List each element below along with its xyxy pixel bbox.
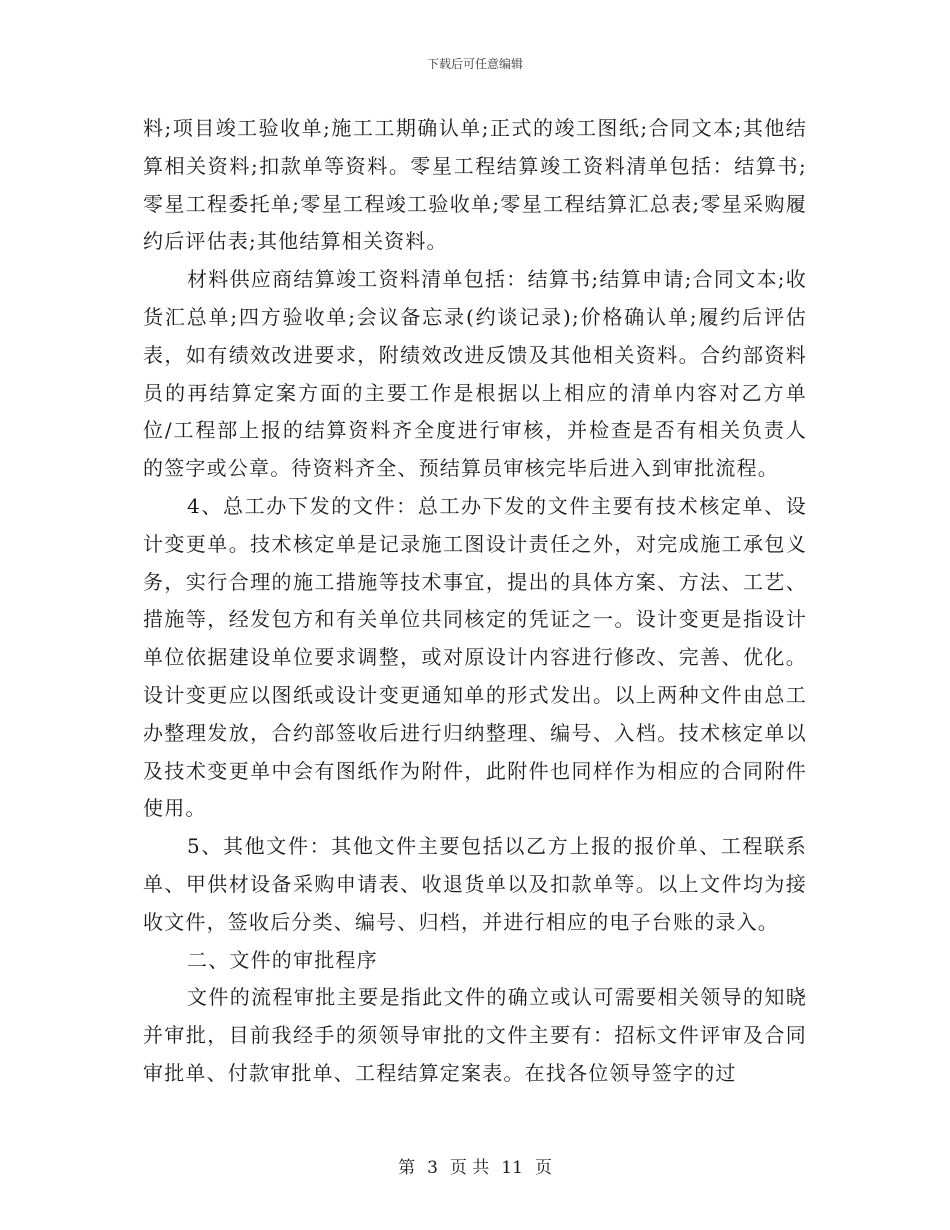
- footer-suffix: 页: [534, 1158, 552, 1178]
- section-heading-approval-procedure: 二、文件的审批程序: [187, 947, 378, 972]
- paragraph-other-documents: 5、其他文件：其他文件主要包括以乙方上报的报价单、工程联系单、甲供材设备采购申请表、收退货单以及扣款单等。以上文件均为接收文件，签收后分类、编号、归档，并进行相应的电子台账的录入。: [143, 834, 807, 934]
- document-body: [143, 110, 807, 1093]
- footer-total-pages: 11: [501, 1158, 523, 1178]
- paragraph-approval-process: 文件的流程审批主要是指此文件的确立或认可需要相关领导的知晓并审批，目前我经手的须领导审批的文件主要有：招标文件评审及合同审批单、付款审批单、工程结算定案表。在找各位领导签字的过: [143, 985, 807, 1085]
- page-header: 下载后可任意编辑: [426, 57, 523, 71]
- paragraph-settlement-materials: 料;项目竣工验收单;施工工期确认单;正式的竣工图纸;合同文本;其他结算相关资料;扣款单等资料。零星工程结算竣工资料清单包括：结算书;零星工程委托单;零星工程竣工验收单;零星工程结算汇总表;零星采购履约后评估表;其他结算相关资料。: [143, 116, 807, 254]
- page-footer: [0, 1153, 950, 1178]
- paragraph-chief-engineer-documents: 4、总工办下发的文件：总工办下发的文件主要有技术核定单、设计变更单。技术核定单是记录施工图设计责任之外，对完成施工承包义务，实行合理的施工措施等技术事宜，提出的具体方案、方法、工艺、措施等，经发包方和有关单位共同核定的凭证之一。设计变更是指设计单位依据建设单位要求调整，或对原设计内容进行修改、完善、优化。设计变更应以图纸或设计变更通知单的形式发出。以上两种文件由总工办整理发放，合约部签收后进行归纳整理、编号、入档。技术核定单以及技术变更单中会有图纸作为附件，此附件也同样作为相应的合同附件使用。: [143, 493, 807, 821]
- footer-mid: 页 共: [449, 1158, 490, 1178]
- paragraph-supplier-settlement: 材料供应商结算竣工资料清单包括：结算书;结算申请;合同文本;收货汇总单;四方验收单;会议备忘录(约谈记录);价格确认单;履约后评估表，如有绩效改进要求，附绩效改进反馈及其他相关资料。合约部资料员的再结算定案方面的主要工作是根据以上相应的清单内容对乙方单位/工程部上报的结算资料齐全度进行审核，并检查是否有相关负责人的签字或公章。待资料齐全、预结算员审核完毕后进入到审批流程。: [143, 267, 807, 481]
- footer-prefix: 第: [398, 1158, 416, 1178]
- footer-page-number: 3: [427, 1158, 438, 1178]
